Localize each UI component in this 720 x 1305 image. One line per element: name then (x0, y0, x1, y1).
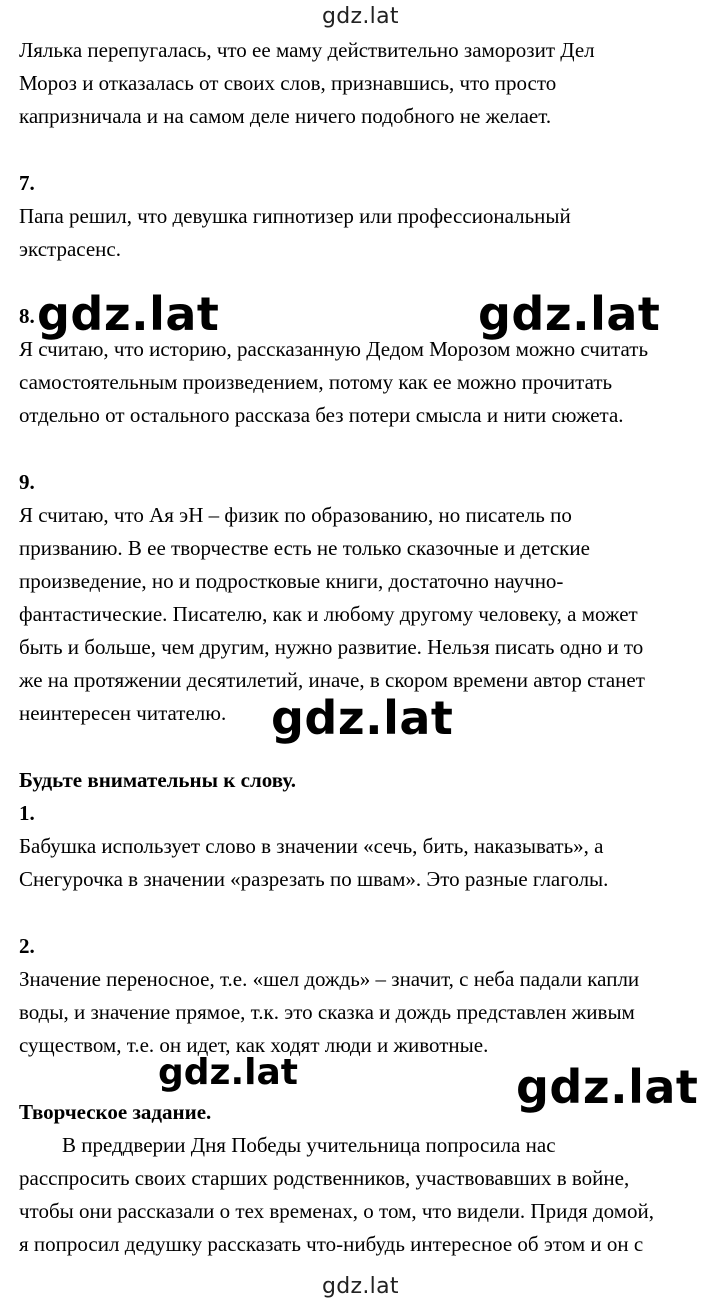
q7-line-2: экстрасенс. (19, 237, 121, 261)
q9-line-1: Я считаю, что Ая эН – физик по образованию, но писатель по (19, 503, 572, 527)
q9-line-6: же на протяжении десятилетий, иначе, в скором времени автор станет (19, 668, 645, 692)
attention-item-2-line-1: Значение переносное, т.е. «шел дождь» – значит, с неба падали капли (19, 967, 640, 991)
intro-line-3: капризничала и на самом деле ничего подобного не желает. (19, 104, 552, 128)
creative-line-3: чтобы они рассказали о тех временах, о том, что видели. Придя домой, (19, 1199, 654, 1223)
attention-item-1-number: 1. (19, 801, 35, 825)
intro-line-1: Лялька перепугалась, что ее маму действительно заморозит Дел (19, 38, 595, 62)
q7-line-1: Папа решил, что девушка гипнотизер или профессиональный (19, 204, 571, 228)
watermark-big-4: gdz.lat (516, 1060, 699, 1114)
q9-line-4: фантастические. Писателю, как и любому другому человеку, а может (19, 602, 638, 626)
watermark-big-2: gdz.lat (478, 287, 661, 341)
q9-line-7: неинтересен читателю. (19, 701, 227, 725)
watermark-top: gdz.lat (322, 4, 399, 29)
attention-heading: Будьте внимательны к слову. (19, 768, 296, 792)
watermark-bottom: gdz.lat (322, 1274, 399, 1299)
q8-line-2: самостоятельным произведением, потому как ее можно прочитать (19, 370, 613, 394)
creative-line-4: я попросил дедушку рассказать что-нибудь интересное об этом и он с (19, 1232, 644, 1256)
attention-item-2-number: 2. (19, 934, 35, 958)
q8-line-1: Я считаю, что историю, рассказанную Дедом Морозом можно считать (19, 337, 649, 361)
watermark-big-1: gdz.lat (37, 287, 220, 341)
attention-item-2-line-3: существом, т.е. он идет, как ходят люди и животные. (19, 1033, 489, 1057)
creative-line-1: В преддверии Дня Победы учительница попросила нас (62, 1133, 556, 1157)
watermark-mid: gdz.lat (158, 1052, 299, 1093)
q9-line-2: призванию. В ее творчестве есть не только сказочные и детские (19, 536, 590, 560)
question-7-number: 7. (19, 171, 35, 195)
question-8-number: 8. (19, 304, 35, 328)
attention-item-2-line-2: воды, и значение прямое, т.к. это сказка и дождь представлен живым (19, 1000, 635, 1024)
attention-item-1-line-1: Бабушка использует слово в значении «сечь, бить, наказывать», а (19, 834, 604, 858)
intro-line-2: Мороз и отказалась от своих слов, признавшись, что просто (19, 71, 557, 95)
attention-item-1-line-2: Снегурочка в значении «разрезать по швам». Это разные глаголы. (19, 867, 609, 891)
creative-line-2: расспросить своих старших родственников, участвовавших в войне, (19, 1166, 630, 1190)
q9-line-5: быть и больше, чем другим, нужно развитие. Нельзя писать одно и то (19, 635, 644, 659)
q8-line-3: отдельно от остального рассказа без потери смысла и нити сюжета. (19, 403, 624, 427)
creative-heading: Творческое задание. (19, 1100, 212, 1124)
watermark-big-3: gdz.lat (271, 691, 454, 745)
q9-line-3: произведение, но и подростковые книги, достаточно научно- (19, 569, 564, 593)
question-9-number: 9. (19, 470, 35, 494)
